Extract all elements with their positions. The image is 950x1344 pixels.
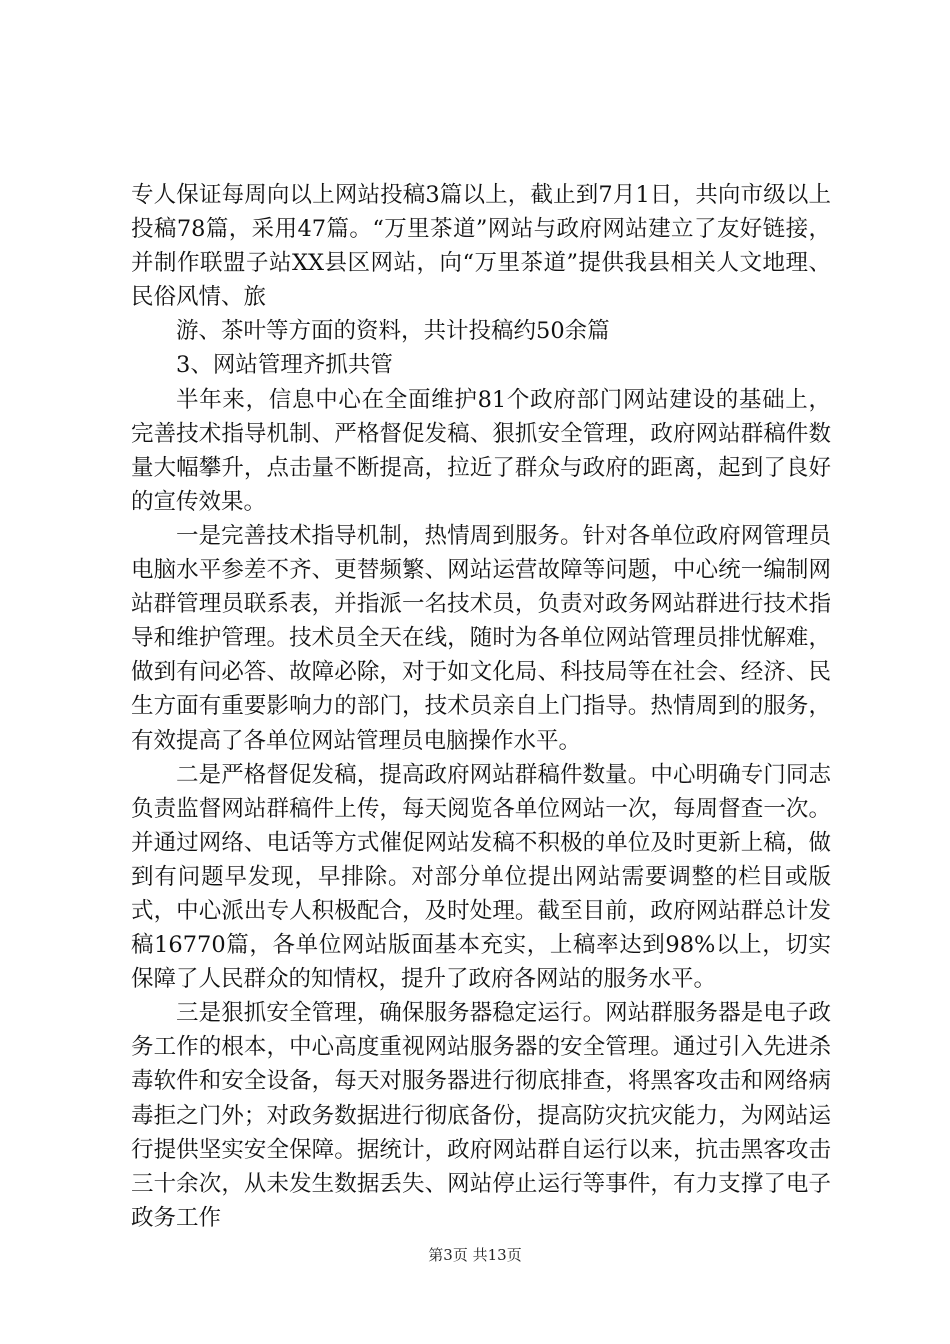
paragraph-security-management: 三是狠抓安全管理，确保服务器稳定运行。网站群服务器是电子政务工作的根本，中心高度重视网站服务器的安全管理。通过引入先进杀毒软件和安全设备，每天对服务器进行彻底排查，将黑客攻击和网络病毒拒之门外；对政务数据进行彻底备份，提高防灾抗灾能力，为网站运行提供坚实安全保障。据统计，政府网站群自运行以来，抗击黑客攻击三十余次，从未发生数据丢失、网站停止运行等事件，有力支撑了电子政务工作 (131, 1000, 831, 1231)
page-footer: 第3页 共13页 (428, 1246, 522, 1264)
paragraph-supervise-posting: 二是严格督促发稿，提高政府网站群稿件数量。中心明确专门同志负责监督网站群稿件上传，每天阅览各单位网站一次，每周督查一次。并通过网络、电话等方式催促网站发稿不积极的单位及时更新上稿，做到有问题早发现，早排除。对部分单位提出网站需要调整的栏目或版式，中心派出专人积极配合，及时处理。截至目前，政府网站群总计发稿16770篇，各单位网站版面基本充实，上稿率达到98%以上，切实保障了人民群众的知情权，提升了政府各网站的服务水平。 (131, 761, 831, 993)
paragraph-tea-materials: 游、茶叶等方面的资料，共计投稿约50余篇 (176, 318, 610, 345)
document-body (131, 178, 831, 1235)
paragraph-continuation-submissions: 专人保证每周向以上网站投稿3篇以上，截止到7月1日，共向市级以上投稿78篇，采用47篇。“万里茶道”网站与政府网站建立了友好链接，并制作联盟子站XX县区网站，向“万里茶道”提供我县相关人文地理、民俗风情、旅 (131, 182, 831, 311)
section-heading-website-management: 3、网站管理齐抓共管 (176, 352, 393, 379)
paragraph-half-year-summary: 半年来，信息中心在全面维护81个政府部门网站建设的基础上，完善技术指导机制、严格督促发稿、狠抓安全管理，政府网站群稿件数量大幅攀升，点击量不断提高，拉近了群众与政府的距离，起到了良好的宣传效果。 (131, 386, 831, 515)
paragraph-technical-guidance: 一是完善技术指导机制，热情周到服务。针对各单位政府网管理员电脑水平参差不齐、更替频繁、网站运营故障等问题，中心统一编制网站群管理员联系表，并指派一名技术员，负责对政务网站群进行技术指导和维护管理。技术员全天在线，随时为各单位网站管理员排忧解难，做到有问必答、故障必除，对于如文化局、科技局等在社会、经济、民生方面有重要影响力的部门，技术员亲自上门指导。热情周到的服务，有效提高了各单位网站管理员电脑操作水平。 (131, 522, 831, 754)
